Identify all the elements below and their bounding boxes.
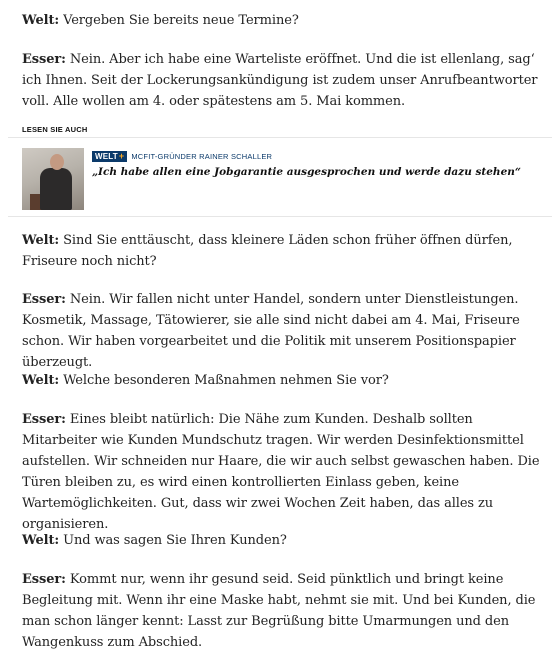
- speaker-label: Welt:: [22, 373, 60, 388]
- teaser-meta: [92, 150, 272, 162]
- paragraph-question: [22, 10, 542, 31]
- speaker-label: Esser:: [22, 572, 66, 587]
- photo-person-body-shape: [40, 168, 72, 210]
- paragraph-text: Vergeben Sie bereits neue Termine?: [59, 13, 299, 28]
- paragraph-question: [22, 530, 542, 551]
- paragraph-answer: [22, 569, 542, 653]
- speaker-label: Welt:: [22, 533, 60, 548]
- speaker-label: Esser:: [22, 412, 66, 427]
- paragraph-answer: [22, 289, 542, 373]
- teaser-photo[interactable]: [22, 148, 84, 210]
- paragraph-text: Eines bleibt natürlich: Die Nähe zum Kunden. Deshalb sollten Mitarbeiter wie Kunden Mundschutz tragen. Wir werden Desinfektionsmittel aufstellen. Wir schneiden nur Haare, die wir auch selbst gewaschen haben. Die Türen bleiben zu, es wird einen kontrollierten Einlass geben, keine Wartemöglichkeiten. Gut, dass wir zwei Wochen Zeit haben, das alles zu organisieren.: [22, 412, 540, 532]
- speaker-label: Welt:: [22, 13, 60, 28]
- photo-person-head-shape: [50, 154, 64, 170]
- paragraph-text: Und was sagen Sie Ihren Kunden?: [59, 533, 287, 548]
- paragraph-text: Welche besonderen Maßnahmen nehmen Sie vor?: [59, 373, 389, 388]
- speaker-label: Welt:: [22, 233, 60, 248]
- paragraph-question: [22, 370, 542, 391]
- plus-icon: +: [118, 151, 125, 161]
- related-article-teaser[interactable]: [8, 137, 552, 217]
- paragraph-answer: [22, 409, 542, 535]
- paragraph-text: Nein. Wir fallen nicht unter Handel, sondern unter Dienstleistungen. Kosmetik, Massage, Tätowierer, sie alle sind nicht dabei am 4. Mai, Friseure schon. Wir haben vorgearbeitet und die Politik mit unserem Positionspapier überzeugt.: [22, 292, 520, 370]
- speaker-label: Esser:: [22, 292, 66, 307]
- teaser-headline-link[interactable]: „Ich habe allen eine Jobgarantie ausgesprochen und werde dazu stehen“: [92, 166, 521, 178]
- teaser-section-label: LESEN SIE AUCH: [22, 125, 88, 134]
- paragraph-question: [22, 230, 542, 272]
- paragraph-text: Sind Sie enttäuscht, dass kleinere Läden schon früher öffnen dürfen, Friseure noch nicht?: [22, 233, 513, 269]
- teaser-kicker: MCFIT-GRÜNDER RAINER SCHALLER: [131, 151, 273, 161]
- speaker-label: Esser:: [22, 52, 66, 67]
- paragraph-answer: [22, 49, 542, 112]
- paragraph-text: Nein. Aber ich habe eine Warteliste eröffnet. Und die ist ellenlang, sag‘ ich Ihnen. Seit der Lockerungsankündigung ist zudem unser Anrufbeantworter voll. Alle wollen am 4. oder spätestens am 5. Mai kommen.: [22, 52, 538, 109]
- welt-plus-badge: [92, 151, 127, 162]
- welt-logo-text: WELT: [95, 151, 118, 161]
- paragraph-text: Kommt nur, wenn ihr gesund seid. Seid pünktlich und bringt keine Begleitung mit. Wenn ihr eine Maske habt, nehmt sie mit. Und bei Kunden, die man schon länger kennt: Lasst zur Begrüßung bitte Umarmungen und den Wangenkuss zum Abschied.: [22, 572, 536, 650]
